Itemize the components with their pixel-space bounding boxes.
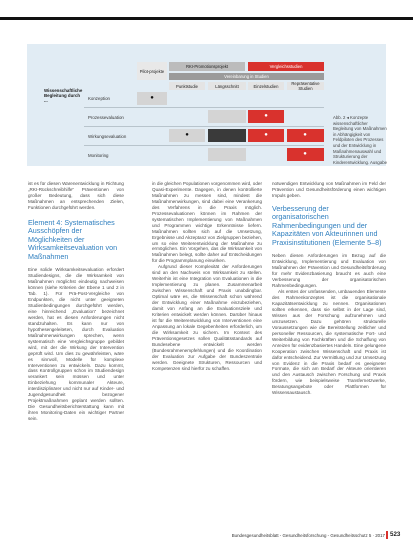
paragraph: Neben diesen Anforderungen im Bezug auf die Entwicklung, Implementierung und Evaluation von Maßnahmen der Prävention und Gesundheitsförderung für mehr Evidenzbasierung braucht es auch eine Verbesserung der organisatorischen Rahmenbedingungen. — [272, 253, 386, 289]
paragraph: Eine solide Wirksamkeitsevaluation erfordert Studiendesigns, die die Wirksamkeit von Maßnahmen möglichst eindeutig nachweisen können (siehe Kriterien der Ebene 1 und 2 in Tab. 1). Für Prä-Post-Vergleiche von Endpunkten, die nicht unter geeigneten Studienbedingungen durchgeführt werden, eine hinreichend „Evaluation“ bezeichnet werden, hat es diesen Anforderungen nicht standzuhalten. Es kann nur von hypothesengeleiteten, durch Evaluation Maßnahmenwirkungen sprechen, wenn systematisch eine Vergleichsgruppe gebildet wird, mit der die Wirkung der Intervention geprüft wird. Um dies zu gewährleisten, wäre es sinnvoll, Modelle für komplexe Interventionen zu entwickeln. Dazu kommt, dass Kontrollgruppen schon im Studiendesign verankert sein müssen und unter Einbeziehung kommunaler Akteure, interdisziplinärer und nicht nur auf Kinder- und Jugendgesundheit bezogener Projektmaßnahmen geplant werden sollten. Die Gesundheitsberichterstattung kann mit ihren Monitoring-Daten ein wichtiger Partner sein. — [28, 267, 124, 422]
text-column-right — [272, 181, 386, 396]
figure-dot: ● — [185, 132, 189, 138]
footer-accent-bar — [386, 531, 388, 539]
figure-row-divider — [84, 107, 324, 108]
figure-header-sub: Vereinbarung in Studien — [169, 73, 324, 80]
journal-footer: Bundesgesundheitsblatt - Gesundheitsforschung - Gesundheitsschutz 5 · 2017 — [231, 533, 385, 538]
figure-header-rki: RKI-Promotionsprojekt — [169, 62, 245, 71]
paragraph: Als erstes der umfassenden, umbauenden Elemente des Rahmenkonzeptes ist die organisationale Kapazitätsentwicklung zu nennen. Organisationen sollten erkennen, dass sie selbst in der Lage sind, Wissen aus der Forschung aufzunehmen und umzusetzen. Dazu gehören strukturelle Voraussetzungen wie die Bereitstellung zeitlicher und personeller Ressourcen, die systematische Fort- und Weiterbildung von Fachkräften und die Schaffung von Anreizen für evidenzbasiertes Handeln. Eine gelungene Kooperation zwischen Wissenschaft und Praxis ist dafür entscheidend. Zur Vermittlung und zur Umsetzung von Evidenz in die Praxis bedarf es geeigneter Formate, die sich am Bedarf der Akteure orientieren und den Austausch zwischen Forschung und Praxis fördern, wie beispielsweise Transfernetzwerke, Beratungsangebote oder Plattformen für Wissensaustausch. — [272, 289, 386, 396]
page-number: 523 — [390, 531, 401, 538]
figure-subcol-1: Punktstudie — [169, 82, 205, 90]
figure-row-divider — [84, 145, 324, 146]
figure-subcol-4: Repräsentative Studien — [287, 82, 324, 90]
figure-row-group-label: Wissenschaftliche Begleitung durch ... — [44, 88, 83, 104]
paragraph: Aufgrund dieser Komplexität der Anforderungen sind an den Nachweis von Wirksamkeit zu stellen. Weiterhin ist eine Integration von Evaluationen in die Implementierung zu planen. Zusammenarbeit zwischen Wissenschaft und Praxis unabdingbar. Optimal wäre es, die Wissenschaft schon während der Entwicklung einer Maßnahme einzubeziehen, damit von Anfang an die Evaluationsziele und Kriterien entwickelt werden können. Darüber hinaus ist für die Weiterentwicklung von Interventionen eine Anpassung an lokale Gegebenheiten erforderlich, um die Wirksamkeit zu sichern. Im Kontext des Präventionsgesetzes sollen Qualitätsstandards auf Bundesebene entwickelt werden (Bundesrahmenempfehlungen) und die Koordination der Evaluation zur Aufgabe der Bundeszentrale werden. Geeignete Strukturen, Ressourcen und Kompetenzen sind hierfür zu schaffen. — [152, 264, 262, 371]
paragraph: notwendigen Entwicklung von Maßnahmen im Feld der Prävention und Gesundheitsförderung einen wichtigen Impuls geben. — [272, 181, 386, 198]
figure-row-label: Monitoring — [88, 153, 109, 158]
figure-caption: Abb. 2 ◂ Konzepte wissenschaftlicher Begleitung von Maßnahmen in Abhängigkeit von Feldpiloten des Prozesses und der Entwicklung in Maßnahmenauswahl und Strukturierung der Kinderentwicklung. Ausgabe — [333, 115, 387, 165]
figure-row-label: Prozessevaluation — [88, 115, 124, 120]
figure-header-pilot: Pilot-projekte — [137, 62, 167, 80]
figure-dot: ● — [303, 151, 307, 157]
figure-dot: ● — [264, 132, 268, 138]
figure-row-label: Wirkungsevaluation — [88, 134, 127, 139]
paragraph: ist es für diesen Warenentwicklung in Richtung „RKI-Rückschreibhilfe“ Präventionen von großer Bedeutung, dass sich diese Maßnahmen an entsprechenden Zielen, Funktionen durchgeführt werden. — [28, 181, 124, 210]
header-rule — [0, 17, 413, 20]
figure-dot: ● — [150, 95, 154, 101]
figure-cell — [208, 129, 246, 142]
figure-header-vergleich: Vergleichsstudien — [248, 62, 324, 71]
figure-subcol-3: Einzelstudien — [248, 82, 284, 90]
figure-subcol-2: Längsschnitt — [208, 82, 246, 90]
figure-row-divider — [84, 126, 324, 127]
figure-dot: ● — [264, 113, 268, 119]
figure-cell — [208, 110, 246, 123]
text-column-middle — [152, 181, 262, 372]
paragraph: in die gleichen Populationen vorgenommen wird, oder Quasi-Experimente. Dagegen, in denen kontrollierte Maßnahmen zu messen sind, mindest die Maßnahmenwirkungen, sind dabei eine Verankerung des Verfahrens in die Praxis möglich. Prozessevaluationen können im Rahmen der systematischen Implementierung von Maßnahmen und Programmen wichtige Erkenntnisse liefern. Maßnahmen sollten sich auf die Umsetzung, Ergebnisse und Akzeptanz von Zielgruppen beziehen, um so eine Weiterentwicklung der Maßnahme zu ermöglichen. Ein Vorgehen, das die Wirksamkeit von Maßnahmen belegt, sollte daher auf Entscheidungen für die Programmplanung einwirken. — [152, 181, 262, 264]
text-column-left — [28, 181, 124, 422]
section-heading: Element 4: Systematisches Ausschöpfen der Möglichkeiten der Wirksamkeitsevaluation von Maßnahmen — [28, 217, 118, 261]
page-header-band — [0, 0, 413, 17]
section-heading: Verbesserung der organisatorischen Rahmenbedingungen und der Kapazitäten von Akteurinnen und Praxisinstitutionen (Elemente 5–8) — [272, 203, 382, 247]
figure-cell — [208, 148, 246, 161]
figure-row-label: Konzeption — [88, 96, 110, 101]
figure-dot: ● — [303, 132, 307, 138]
